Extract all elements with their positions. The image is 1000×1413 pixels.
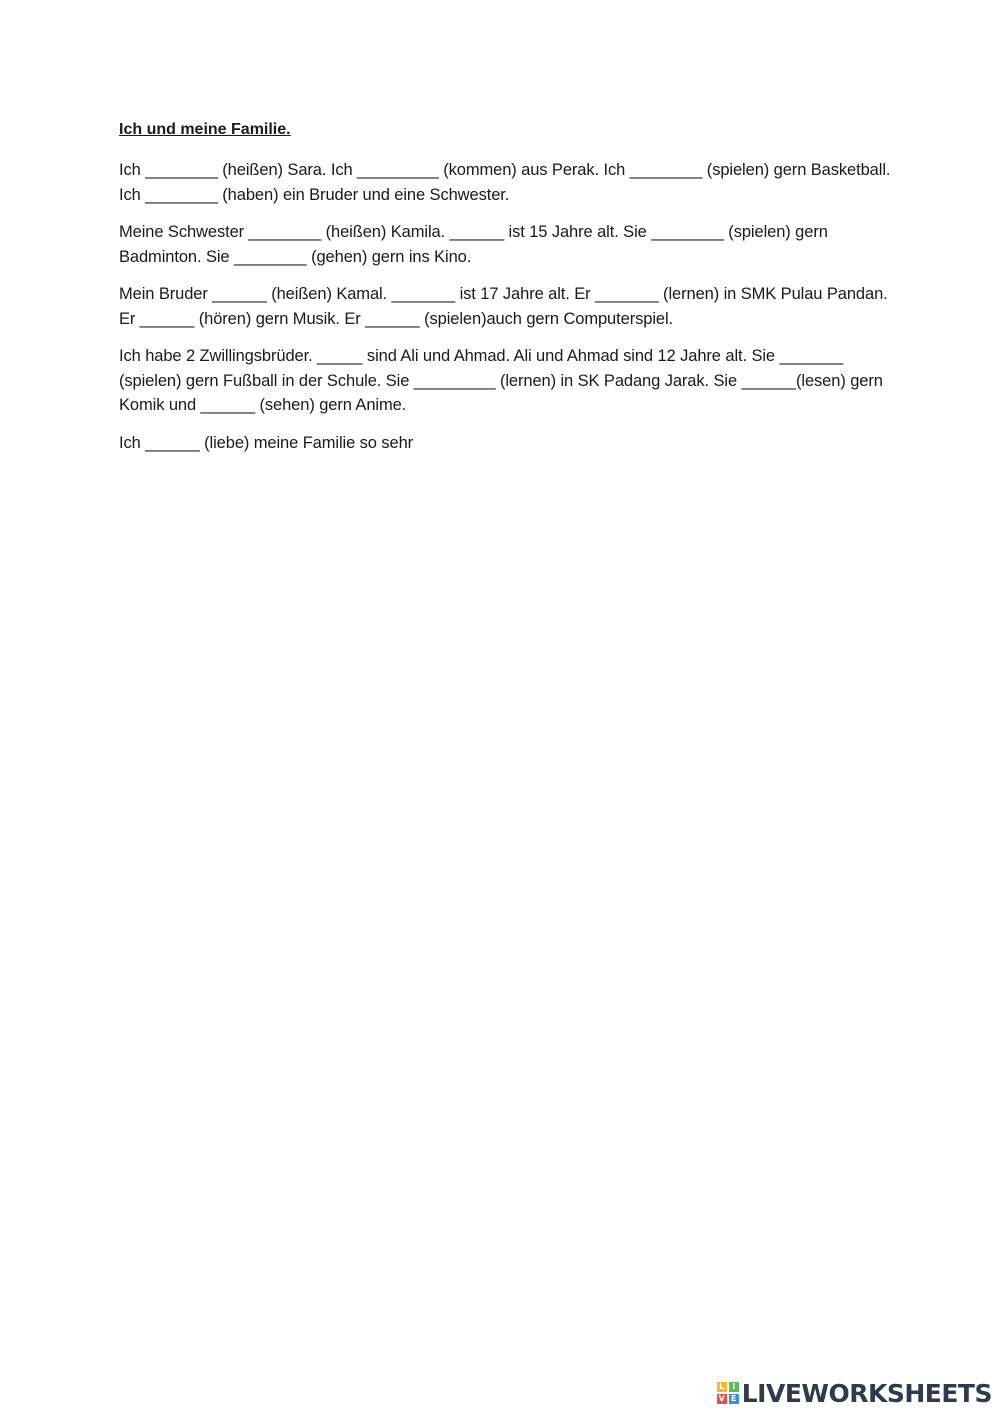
paragraph-4: Ich habe 2 Zwillingsbrüder. _____ sind Ali und Ahmad. Ali und Ahmad sind 12 Jahre alt. Sie _______ (spielen) gern Fußball in der Schule. Sie _________ (lernen) in SK Padang Jarak. Sie ______(lesen) gern Komik und ______ (sehen) gern Anime.: [119, 347, 883, 414]
paragraph-1: Ich ________ (heißen) Sara. Ich _________ (kommen) aus Perak. Ich ________ (spielen) gern Basketball. Ich ________ (haben) ein Bruder und eine Schwester.: [119, 161, 891, 204]
logo-letter: V: [718, 1394, 725, 1403]
logo-letter: L: [717, 1382, 727, 1392]
paragraph-5: Ich ______ (liebe) meine Familie so sehr: [119, 433, 414, 452]
paragraph-3: Mein Bruder ______ (heißen) Kamal. _______ ist 17 Jahre alt. Er _______ (lernen) in SMK Pulau Pandan. Er ______ (hören) gern Musik. Er ______ (spielen)auch gern Computerspiel.: [119, 285, 888, 328]
logo-text: LIVEWORKSHEETS: [741, 1378, 992, 1408]
logo-mark-icon: [717, 1382, 739, 1404]
logo-letter: I: [729, 1382, 739, 1392]
worksheet-content: [119, 118, 899, 468]
logo-letter: E: [729, 1394, 739, 1404]
paragraph-2: Meine Schwester ________ (heißen) Kamila. ______ ist 15 Jahre alt. Sie ________ (spielen) gern Badminton. Sie ________ (gehen) gern ins Kino.: [119, 223, 828, 266]
liveworksheets-logo: [717, 1379, 992, 1407]
worksheet-title: Ich und meine Familie.: [119, 121, 291, 138]
